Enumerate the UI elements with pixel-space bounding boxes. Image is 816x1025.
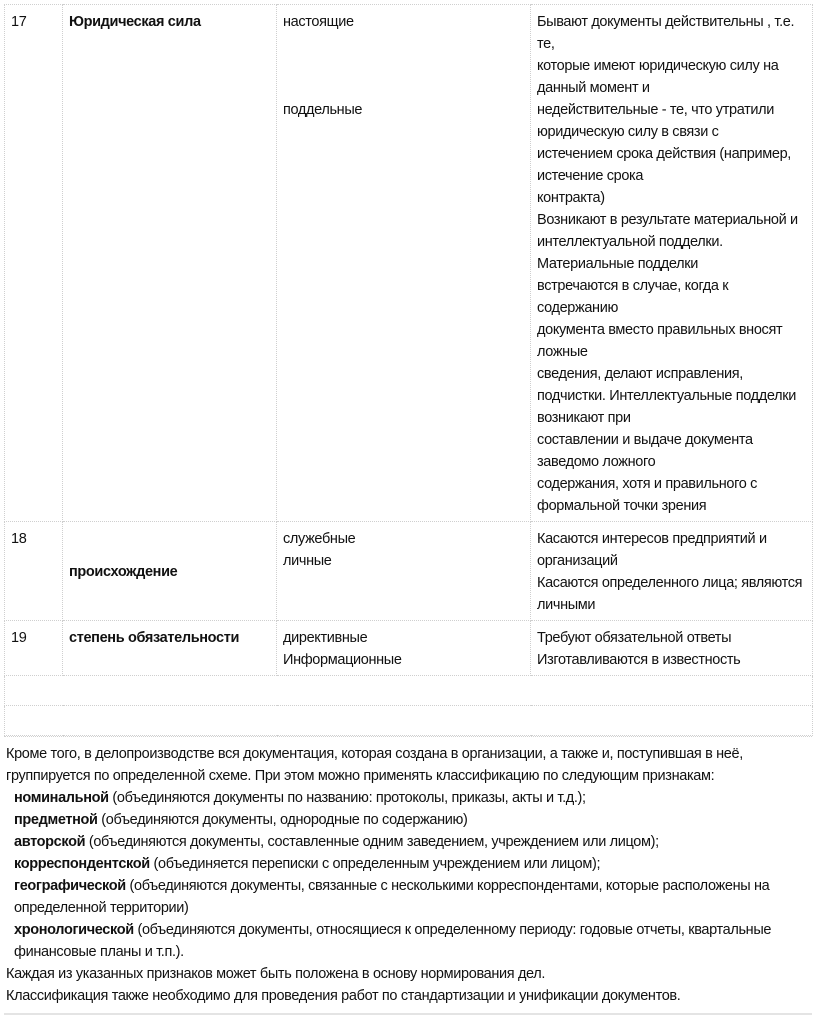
types-cell — [277, 621, 531, 676]
item-term: номинальной — [14, 790, 109, 806]
spacer — [283, 33, 524, 55]
spacer — [283, 55, 524, 77]
desc-line: Изготавливаются в известность — [537, 652, 741, 668]
list-item — [6, 919, 812, 941]
feature-cell: Юридическая сила — [63, 5, 277, 522]
feature-cell: происхождение — [63, 522, 277, 621]
desc-line: которые имеют юридическую силу на данный момент и — [537, 58, 779, 96]
item-term: корреспондентской — [14, 856, 150, 872]
description-cell — [531, 522, 813, 621]
item-term: предметной — [14, 812, 98, 828]
item-text: (объединяются документы, относящиеся к определенному периоду: годовые отчеты, квартальные — [133, 922, 772, 938]
item-text: (объединяются документы, однородные по содержанию) — [97, 812, 468, 828]
empty-cell — [5, 676, 813, 706]
spacer — [283, 77, 524, 99]
desc-line: Требуют обязательной ответы — [537, 630, 732, 646]
list-item — [6, 809, 812, 831]
types-cell — [277, 5, 531, 522]
list-item — [6, 875, 812, 897]
row-number: 18 — [5, 522, 63, 621]
empty-row — [5, 676, 813, 706]
desc-line: интеллектуальной подделки. Материальные подделки — [537, 234, 723, 272]
list-item-continuation: определенной территории) — [14, 900, 189, 916]
type-item: поддельные — [283, 102, 363, 118]
desc-line: содержания, хотя и правильного с формальной точки зрения — [537, 476, 757, 514]
para-line: Классификация также необходимо для проведения работ по стандартизации и унификации документов. — [6, 988, 681, 1004]
para-line: Кроме того, в делопроизводстве вся документация, которая создана в организации, а также и, поступившая в неё, — [6, 746, 743, 762]
item-text: (объединяются документы, связанные с несколькими корреспондентами, которые расположены на — [125, 878, 770, 894]
row-number: 17 — [5, 5, 63, 522]
description-cell — [531, 5, 813, 522]
item-text: (объединяются документы, составленные одним заведением, учреждением или лицом); — [85, 834, 659, 850]
type-item: настоящие — [283, 14, 354, 30]
classification-paragraph — [4, 736, 812, 1015]
classification-table — [4, 4, 813, 736]
list-item — [6, 831, 812, 853]
desc-line: сведения, делают исправления, — [537, 366, 743, 382]
empty-cell — [5, 706, 813, 736]
item-term: хронологической — [14, 922, 134, 938]
list-item-continuation: финансовые планы и т.п.). — [14, 944, 184, 960]
item-term: географической — [14, 878, 126, 894]
desc-line: истечением срока действия (например, истечение срока — [537, 146, 791, 184]
item-text: (объединяются документы по названию: протоколы, приказы, акты и т.д.); — [108, 790, 586, 806]
para-line: группируется по определенной схеме. При этом можно применять классификацию по следующим признакам: — [6, 768, 715, 784]
empty-row — [5, 706, 813, 736]
item-text: (объединяется переписки с определенным учреждением или лицом); — [149, 856, 601, 872]
type-item: директивные — [283, 630, 368, 646]
desc-line: подчистки. Интеллектуальные подделки возникают при — [537, 388, 796, 426]
list-item — [6, 787, 812, 809]
desc-line: Касаются определенного лица; являются личными — [537, 575, 803, 613]
table-row — [5, 5, 813, 522]
item-term: авторской — [14, 834, 86, 850]
desc-line: Бывают документы действительны , т.е. те, — [537, 14, 795, 52]
table-row — [5, 621, 813, 676]
desc-line: контракта) — [537, 190, 605, 206]
description-cell — [531, 621, 813, 676]
type-item: служебные — [283, 531, 356, 547]
para-line: Каждая из указанных признаков может быть положена в основу нормирования дел. — [6, 966, 546, 982]
list-item — [6, 853, 812, 875]
desc-line: составлении и выдаче документа заведомо ложного — [537, 432, 753, 470]
table-row — [5, 522, 813, 621]
desc-line: встречаются в случае, когда к содержанию — [537, 278, 729, 316]
types-cell — [277, 522, 531, 621]
desc-line: Возникают в результате материальной и — [537, 212, 798, 228]
type-item: личные — [283, 553, 332, 569]
feature-cell: степень обязательности — [63, 621, 277, 676]
type-item: Информационные — [283, 652, 402, 668]
desc-line: Касаются интересов предприятий и организаций — [537, 531, 767, 569]
desc-line: документа вместо правильных вносят ложные — [537, 322, 783, 360]
desc-line: недействительные - те, что утратили юридическую силу в связи с — [537, 102, 775, 140]
row-number: 19 — [5, 621, 63, 676]
